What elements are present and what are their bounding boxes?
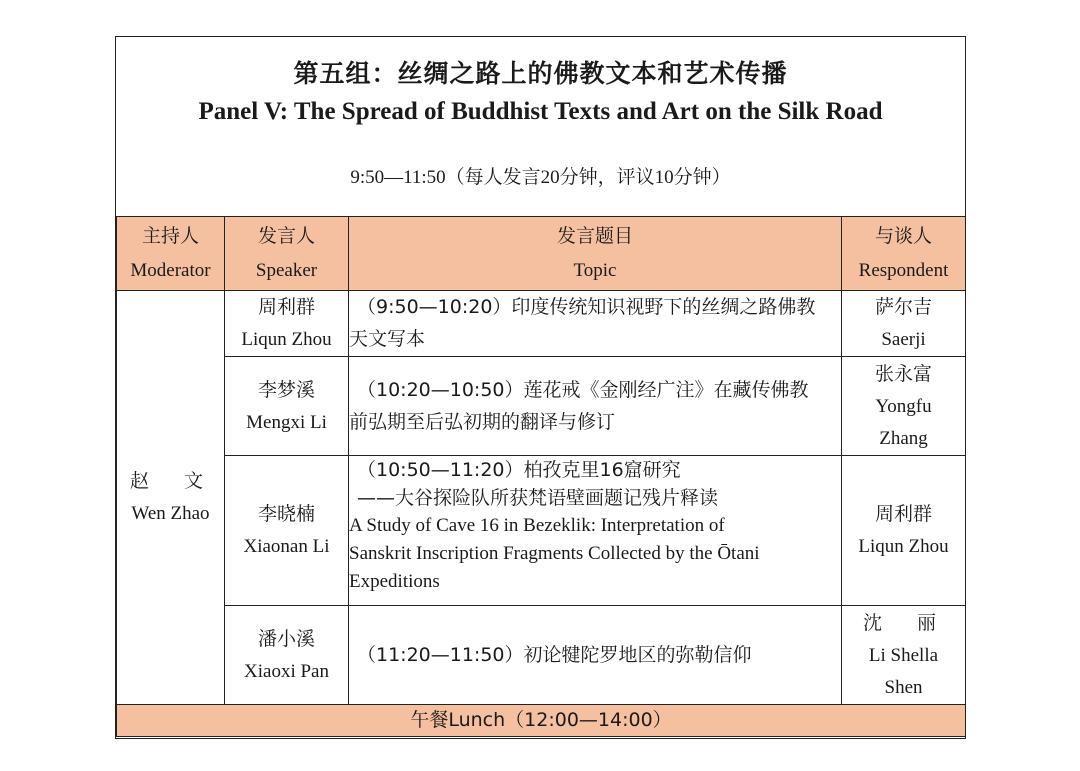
respondent-name-cn: 周利群 — [874, 503, 932, 525]
panel-title-en: Panel V: The Spread of Buddhist Texts and Art on the Silk Road — [198, 98, 883, 125]
respondent-name-en: Li Shella — [868, 644, 939, 666]
topic-line: （9:50—10:20）印度传统知识视野下的丝绸之路佛教 — [357, 296, 816, 318]
topic-cell — [349, 606, 842, 705]
col-header-respondent: 与谈人 Respondent — [842, 217, 966, 291]
respondent-cell — [842, 606, 966, 705]
topic-line: （10:20—10:50）莲花戒《金刚经广注》在藏传佛教 — [357, 379, 809, 401]
respondent-name-cn: 张永富 — [874, 362, 932, 385]
topic-cell — [349, 291, 842, 357]
topic-line: A Study of Cave 16 in Bezeklik: Interpretation of — [349, 515, 725, 536]
speaker-name-cn: 潘小溪 — [257, 627, 315, 650]
respondent-cell — [842, 291, 966, 357]
respondent-cell — [842, 456, 966, 606]
table-row — [117, 291, 966, 357]
panel-timing: 9:50—11:50（每人发言20分钟，评议10分钟） — [350, 167, 731, 188]
table-header-row — [117, 217, 966, 291]
col-header-speaker: 发言人 Speaker — [225, 217, 349, 291]
respondent-cell — [842, 357, 966, 456]
speaker-name-en: Mengxi Li — [246, 411, 327, 433]
respondent-name-cn: 沈 丽 — [862, 611, 944, 634]
topic-line: （10:50—11:20）柏孜克里16窟研究 — [357, 459, 681, 481]
respondent-name-en: Saerji — [881, 329, 926, 350]
topic-line: 前弘期至后弘初期的翻译与修订 — [349, 411, 616, 433]
speaker-name-en: Xiaonan Li — [243, 536, 330, 557]
speaker-cell — [225, 606, 349, 705]
panel-schedule — [115, 36, 966, 739]
speaker-cell — [225, 456, 349, 606]
topic-cell — [349, 456, 842, 606]
respondent-name-en: Zhang — [879, 427, 928, 449]
lunch-label: 午餐Lunch（12:00—14:00） — [410, 709, 672, 731]
table-row — [117, 606, 966, 705]
speaker-name-cn: 李晓楠 — [257, 503, 315, 525]
topic-line: Expeditions — [349, 571, 440, 592]
lunch-row — [117, 705, 966, 737]
lunch-cell — [117, 705, 966, 737]
panel-title-cn: 第五组：丝绸之路上的佛教文本和艺术传播 — [293, 59, 788, 88]
schedule-table — [116, 216, 966, 737]
topic-line: ——大谷探险队所获梵语壁画题记残片释读 — [357, 487, 719, 509]
topic-line: Sanskrit Inscription Fragments Collected by the Ōtani — [349, 543, 760, 564]
speaker-name-cn: 周利群 — [257, 296, 315, 318]
topic-line: 天文写本 — [349, 328, 426, 350]
moderator-cell — [117, 291, 225, 705]
speaker-name-en: Liqun Zhou — [241, 329, 332, 350]
col-header-topic: 发言题目 Topic — [349, 217, 842, 291]
speaker-cell — [225, 357, 349, 456]
moderator-name-en: Wen Zhao — [131, 503, 210, 524]
respondent-name-en: Shen — [884, 676, 923, 698]
speaker-name-cn: 李梦溪 — [257, 378, 315, 401]
panel-header — [116, 37, 965, 217]
table-row — [117, 357, 966, 456]
respondent-name-cn: 萨尔吉 — [874, 296, 932, 318]
table-row — [117, 456, 966, 606]
speaker-cell — [225, 291, 349, 357]
respondent-name-en: Yongfu — [875, 395, 932, 417]
speaker-name-en: Xiaoxi Pan — [244, 660, 329, 682]
respondent-name-en: Liqun Zhou — [858, 536, 949, 557]
col-header-moderator: 主持人 Moderator — [117, 217, 225, 291]
topic-cell — [349, 357, 842, 456]
moderator-name-cn: 赵 文 — [129, 470, 211, 492]
topic-line: （11:20—11:50）初论犍陀罗地区的弥勒信仰 — [357, 644, 752, 666]
